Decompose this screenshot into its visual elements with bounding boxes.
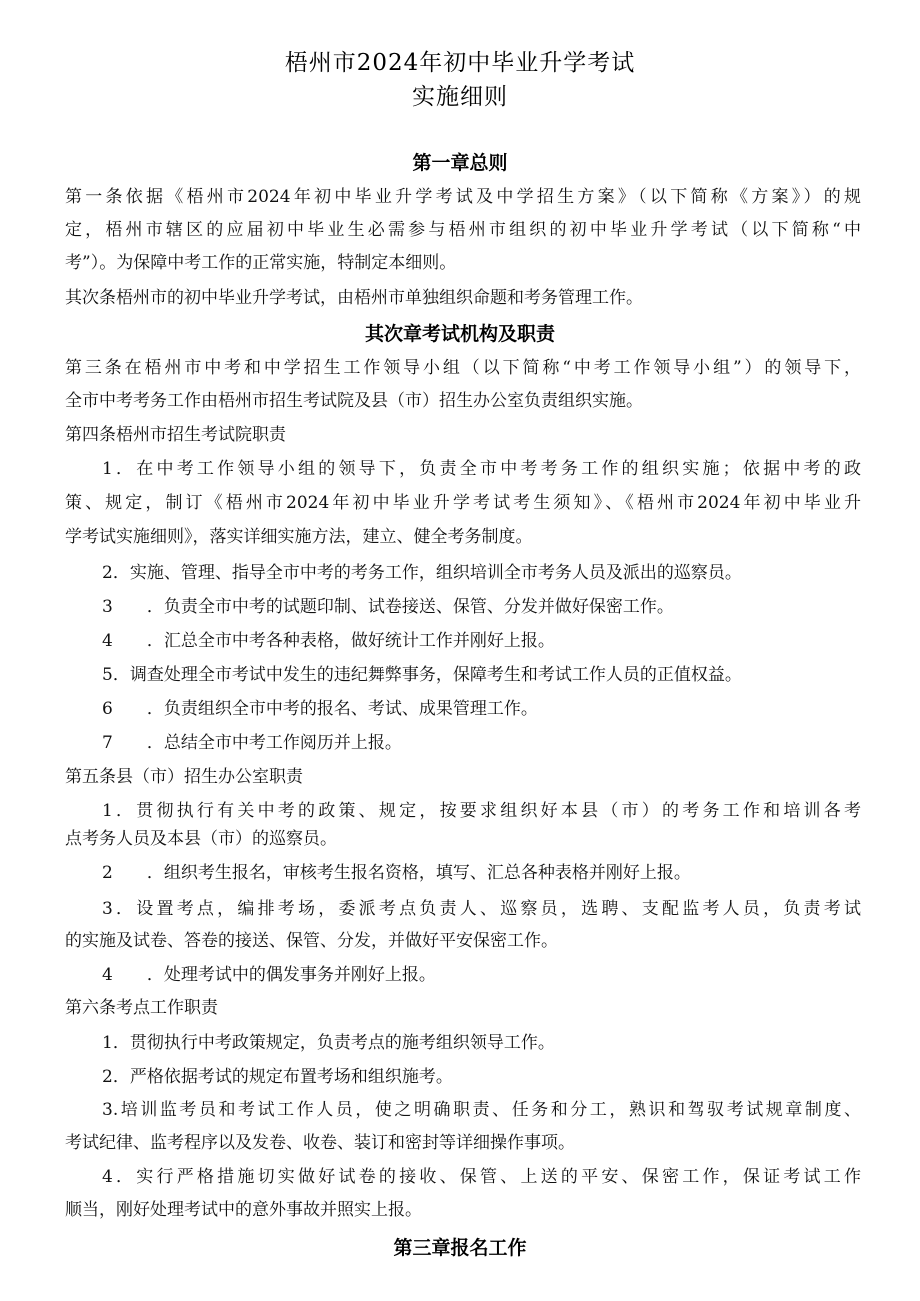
paragraph-line: 2．严格依据考试的规定布置考场和组织施考。 bbox=[102, 1067, 453, 1087]
paragraph-line: 4 ．处理考试中的偶发事务并刚好上报。 bbox=[102, 965, 436, 985]
chapter-heading-1: 第一章总则 bbox=[412, 152, 508, 174]
paragraph-line: 全市中考考务工作由梧州市招生考试院及县（市）招生办公室负责组织实施。 bbox=[65, 391, 643, 411]
paragraph-line: 4．实行严格措施切实做好试卷的接收、保管、上送的平安、保密工作，保证考试工作 bbox=[102, 1167, 861, 1187]
paragraph-line: 3.培训监考员和考试工作人员，使之明确职责、任务和分工，熟识和驾驭考试规章制度、 bbox=[102, 1100, 861, 1120]
paragraph-line: 1．在中考工作领导小组的领导下，负责全市中考考务工作的组织实施；依据中考的政 bbox=[102, 459, 861, 479]
paragraph-line: 策、规定，制订《梧州市2024年初中毕业升学考试考生须知》、《梧州市2024年初中毕业升 bbox=[65, 493, 861, 513]
paragraph-line: 第五条县（市）招生办公室职责 bbox=[65, 767, 303, 787]
paragraph-line: 第四条梧州市招生考试院职责 bbox=[65, 425, 286, 445]
paragraph-line: 第六条考点工作职责 bbox=[65, 998, 218, 1018]
paragraph-line: 其次条梧州市的初中毕业升学考试，由梧州市单独组织命题和考务管理工作。 bbox=[65, 288, 643, 308]
paragraph-line: 考试纪律、监考程序以及发卷、收卷、装订和密封等详细操作事项。 bbox=[65, 1133, 575, 1153]
paragraph-line: 第一条依据《梧州市2024年初中毕业升学考试及中学招生方案》（以下简称《方案》）的规 bbox=[65, 187, 861, 207]
paragraph-line: 3．设置考点，编排考场，委派考点负责人、巡察员，选聘、支配监考人员，负责考试 bbox=[102, 899, 861, 919]
paragraph-line: 5．调查处理全市考试中发生的违纪舞弊事务，保障考生和考试工作人员的正值权益。 bbox=[102, 665, 742, 685]
chapter-heading-3: 第三章报名工作 bbox=[393, 1237, 527, 1259]
paragraph-line: 7 ．总结全市中考工作阅历并上报。 bbox=[102, 733, 402, 753]
paragraph-line: 考”）。为保障中考工作的正常实施，特制定本细则。 bbox=[65, 253, 457, 273]
paragraph-line: 2 ．组织考生报名，审核考生报名资格，填写、汇总各种表格并刚好上报。 bbox=[102, 863, 691, 883]
document-title-line-1: 梧州市2024年初中毕业升学考试 bbox=[284, 50, 636, 76]
paragraph-line: 2．实施、管理、指导全市中考的考务工作，组织培训全市考务人员及派出的巡察员。 bbox=[102, 563, 742, 583]
paragraph-line: 顺当，刚好处理考试中的意外事故并照实上报。 bbox=[65, 1200, 422, 1220]
paragraph-line: 点考务人员及本县（市）的巡察员。 bbox=[65, 829, 337, 849]
paragraph-line: 的实施及试卷、答卷的接送、保管、分发，并做好平安保密工作。 bbox=[65, 931, 558, 951]
paragraph-line: 1．贯彻执行中考政策规定，负责考点的施考组织领导工作。 bbox=[102, 1033, 555, 1053]
paragraph-line: 3 ．负责全市中考的试题印制、试卷接送、保管、分发并做好保密工作。 bbox=[102, 597, 674, 617]
paragraph-line: 1．贯彻执行有关中考的政策、规定，按要求组织好本县（市）的考务工作和培训各考 bbox=[102, 801, 861, 821]
paragraph-line: 6 ．负责组织全市中考的报名、考试、成果管理工作。 bbox=[102, 699, 538, 719]
paragraph-line: 定，梧州市辖区的应届初中毕业生必需参与梧州市组织的初中毕业升学考试（以下简称“中 bbox=[65, 220, 861, 240]
paragraph-line: 第三条在梧州市中考和中学招生工作领导小组（以下简称“中考工作领导小组”）的领导下， bbox=[65, 358, 861, 378]
chapter-heading-2: 其次章考试机构及职责 bbox=[364, 323, 555, 345]
document-title-line-2: 实施细则 bbox=[412, 84, 508, 110]
paragraph-line: 学考试实施细则》，落实详细实施方法，建立、健全考务制度。 bbox=[65, 527, 533, 547]
paragraph-line: 4 ．汇总全市中考各种表格，做好统计工作并刚好上报。 bbox=[102, 631, 555, 651]
